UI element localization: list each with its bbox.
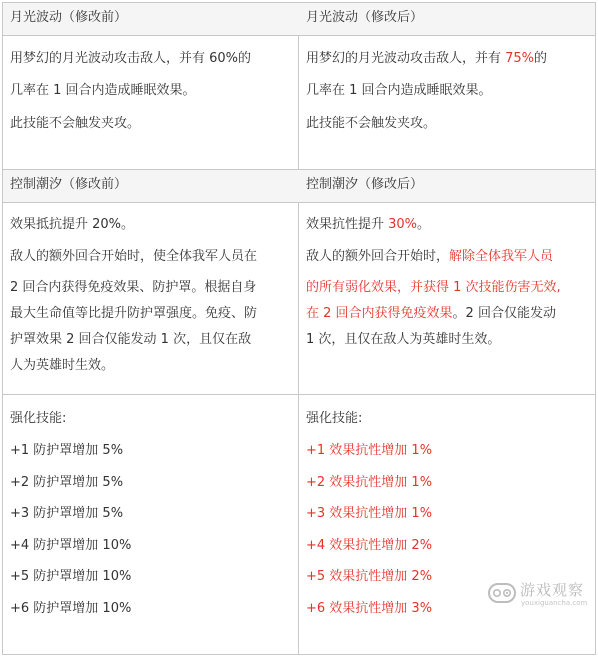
skill2-after-line1-post: 。 <box>417 217 431 232</box>
watermark <box>488 577 588 613</box>
comparison-table <box>2 2 596 655</box>
skill1-after-line1-post: 的 <box>534 51 548 66</box>
watermark-url: youxiguancha.com <box>521 599 588 607</box>
skill2-after-line2 <box>306 248 553 266</box>
skill2-after-header: 控制潮汐（修改后） <box>306 177 424 192</box>
skill1-after-header: 月光波动（修改后） <box>306 10 424 25</box>
skill2-before-cell <box>3 203 298 394</box>
skill1-before-cell <box>3 36 298 169</box>
skill2-after-line2-pre: 敌人的额外回合开始时， <box>306 249 450 264</box>
skill2-after-line4-highlight: 在 2 回合内获得免疫效果 <box>306 306 453 321</box>
skill2-before-line3: 2 回合内获得免疫效果、防护罩。根据自身 <box>10 280 257 295</box>
skill1-after-line1-highlight: 75% <box>505 51 535 66</box>
skill1-before-line1: 用梦幻的月光波动攻击敌人，并有 60%的 <box>10 51 252 66</box>
skill2-before-header-cell <box>3 170 298 202</box>
skill1-after-line1 <box>306 50 547 68</box>
enhance-before-item: +1 防护罩增加 5% <box>10 443 124 458</box>
skill2-after-cell <box>299 203 595 394</box>
watermark-title: 游戏观察 <box>520 581 585 599</box>
skill1-before-header-cell <box>3 3 298 35</box>
enhance-after-cell <box>299 395 595 655</box>
skill1-header-row <box>3 3 595 36</box>
enhance-before-item: +2 防护罩增加 5% <box>10 475 124 490</box>
skill2-before-line2: 敌人的额外回合开始时，使全体我军人员在 <box>10 249 258 264</box>
skill2-after-line1 <box>306 216 430 234</box>
skill2-after-line2-highlight: 解除全体我军人员 <box>449 249 554 264</box>
skill2-body-row <box>3 203 595 395</box>
skill1-after-cell <box>299 36 595 169</box>
skill2-after-line1-highlight: 30% <box>388 217 418 232</box>
skill2-after-header-cell <box>299 170 595 202</box>
skill1-before-header: 月光波动（修改前） <box>10 10 128 25</box>
skill2-after-line1-pre: 效果抗性提升 <box>306 217 389 232</box>
enhance-after-item: +1 效果抗性增加 1% <box>306 443 433 458</box>
skill2-before-line4: 最大生命值等比提升防护罩强度。免疫、防 <box>10 306 258 321</box>
gamepad-logo-icon <box>488 579 516 607</box>
enhance-before-item: +6 防护罩增加 10% <box>10 601 132 616</box>
skill2-before-header: 控制潮汐（修改前） <box>10 177 128 192</box>
skill1-before-line2: 几率在 1 回合内造成睡眠效果。 <box>10 83 196 98</box>
enhance-after-label: 强化技能: <box>306 411 363 426</box>
enhance-before-item: +5 防护罩增加 10% <box>10 569 132 584</box>
enhance-before-item: +4 防护罩增加 10% <box>10 538 132 553</box>
skill1-after-line2: 几率在 1 回合内造成睡眠效果。 <box>306 83 492 98</box>
enhance-before-item: +3 防护罩增加 5% <box>10 506 124 521</box>
skill2-after-line3: 的所有弱化效果，并获得 1 次技能伤害无效, <box>306 280 561 295</box>
enhance-after-item: +2 效果抗性增加 1% <box>306 475 433 490</box>
skill2-after-line4 <box>306 305 556 323</box>
skill2-before-line6: 人为英雄时生效。 <box>10 358 115 373</box>
skill1-before-line3: 此技能不会触发夹攻。 <box>10 116 141 131</box>
skill2-before-line1: 效果抵抗提升 20%。 <box>10 217 135 232</box>
skill2-after-line5: 1 次，且仅在敌人为英雄时生效。 <box>306 332 501 347</box>
skill1-after-header-cell <box>299 3 595 35</box>
enhance-before-cell <box>3 395 298 655</box>
skill1-body-row <box>3 36 595 170</box>
enhance-after-item: +5 效果抗性增加 2% <box>306 569 433 584</box>
enhance-after-item: +3 效果抗性增加 1% <box>306 506 433 521</box>
skill2-before-line5: 护罩效果 2 回合仅能发动 1 次，且仅在敌 <box>10 332 252 347</box>
skill2-header-row <box>3 170 595 203</box>
skill2-after-line4-post: 。2 回合仅能发动 <box>452 306 556 321</box>
enhance-after-item: +4 效果抗性增加 2% <box>306 538 433 553</box>
enhance-before-label: 强化技能: <box>10 411 67 426</box>
enhance-row <box>3 395 595 655</box>
enhance-after-item: +6 效果抗性增加 3% <box>306 601 433 616</box>
skill1-after-line3: 此技能不会触发夹攻。 <box>306 116 437 131</box>
skill1-after-line1-pre: 用梦幻的月光波动攻击敌人，并有 <box>306 51 506 66</box>
